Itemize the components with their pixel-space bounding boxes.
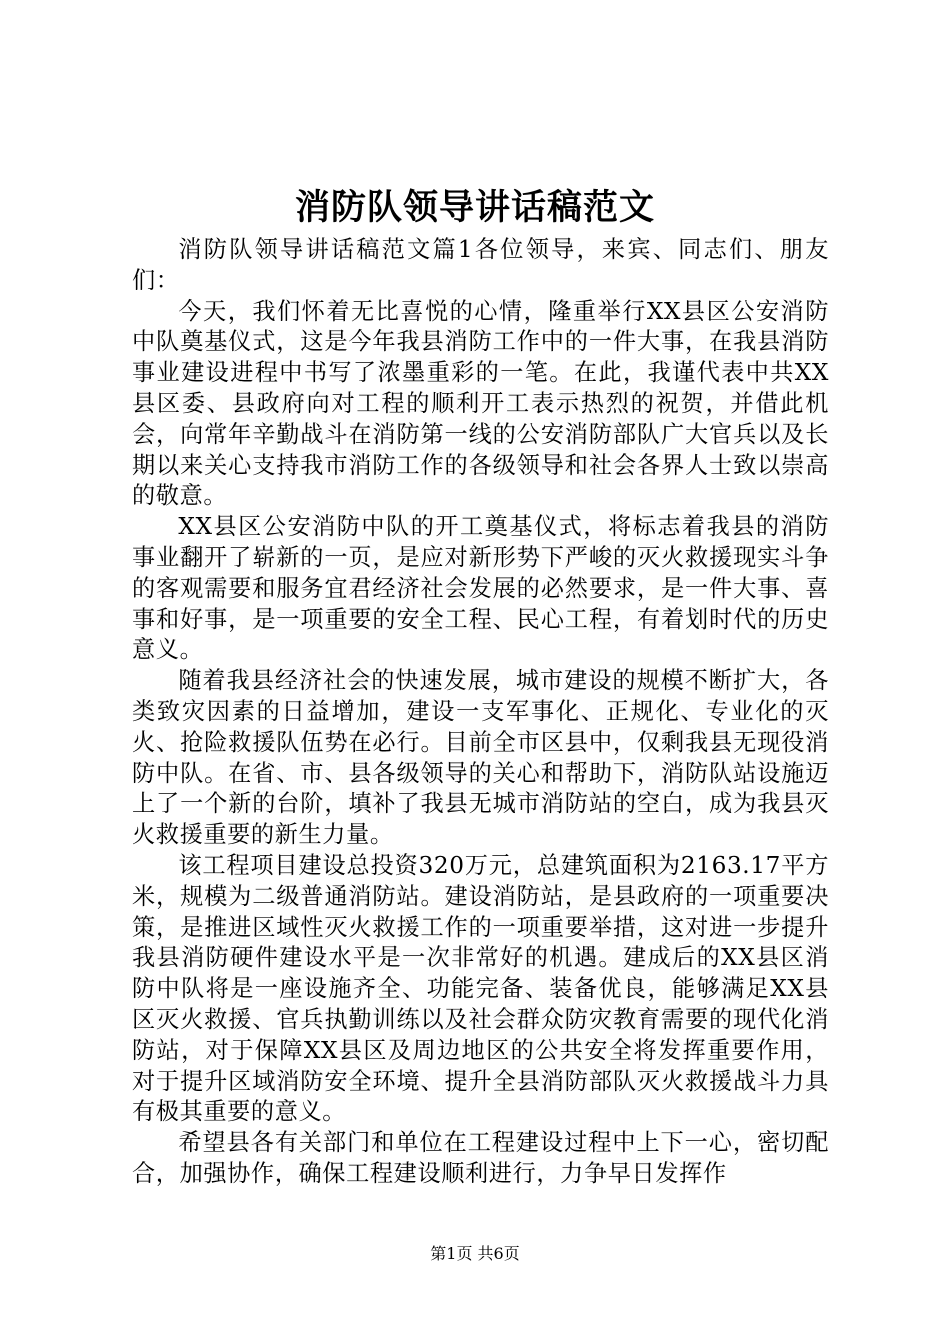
paragraph-1: 消防队领导讲话稿范文篇1各位领导，来宾、同志们、朋友们： bbox=[132, 236, 829, 294]
paragraph-5: 该工程项目建设总投资320万元，总建筑面积为2163.17平方米，规模为二级普通消防站。建设消防站，是县政府的一项重要决策，是推进区域性灭火救援工作的一项重要举措，这对进一步提升我县消防硬件建设水平是一次非常好的机遇。建成后的XX县区消防中队将是一座设施齐全、功能完备、装备优良，能够满足XX县区灭火救援、官兵执勤训练以及社会群众防灾教育需要的现代化消防站，对于保障XX县区及周边地区的公共安全将发挥重要作用，对于提升区域消防安全环境、提升全县消防部队灭火救援战斗力具有极其重要的意义。 bbox=[132, 851, 829, 1126]
page-number-footer: 第1页 共6页 bbox=[430, 1244, 520, 1263]
paragraph-6: 希望县各有关部门和单位在工程建设过程中上下一心，密切配合，加强协作，确保工程建设顺利进行，力争早日发挥作 bbox=[132, 1129, 829, 1187]
document-body bbox=[132, 235, 829, 1190]
document-title: 消防队领导讲话稿范文 bbox=[294, 187, 655, 228]
paragraph-2: 今天，我们怀着无比喜悦的心情，隆重举行XX县区公安消防中队奠基仪式，这是今年我县消防工作中的一件大事，在我县消防事业建设进程中书写了浓墨重彩的一笔。在此，我谨代表中共XX县区委、县政府向对工程的顺利开工表示热烈的祝贺，并借此机会，向常年辛勤战斗在消防第一线的公安消防部队广大官兵以及长期以来关心支持我市消防工作的各级领导和社会各界人士致以崇高的敬意。 bbox=[132, 297, 829, 510]
paragraph-3: XX县区公安消防中队的开工奠基仪式，将标志着我县的消防事业翻开了崭新的一页，是应对新形势下严峻的灭火救援现实斗争的客观需要和服务宜君经济社会发展的必然要求，是一件大事、喜事和好事，是一项重要的安全工程、民心工程，有着划时代的历史意义。 bbox=[132, 513, 829, 664]
paragraph-4: 随着我县经济社会的快速发展，城市建设的规模不断扩大，各类致灾因素的日益增加，建设一支军事化、正规化、专业化的灭火、抢险救援队伍势在必行。目前全市区县中，仅剩我县无现役消防中队。在省、市、县各级领导的关心和帮助下，消防队站设施迈上了一个新的台阶，填补了我县无城市消防站的空白，成为我县灭火救援重要的新生力量。 bbox=[132, 667, 829, 849]
